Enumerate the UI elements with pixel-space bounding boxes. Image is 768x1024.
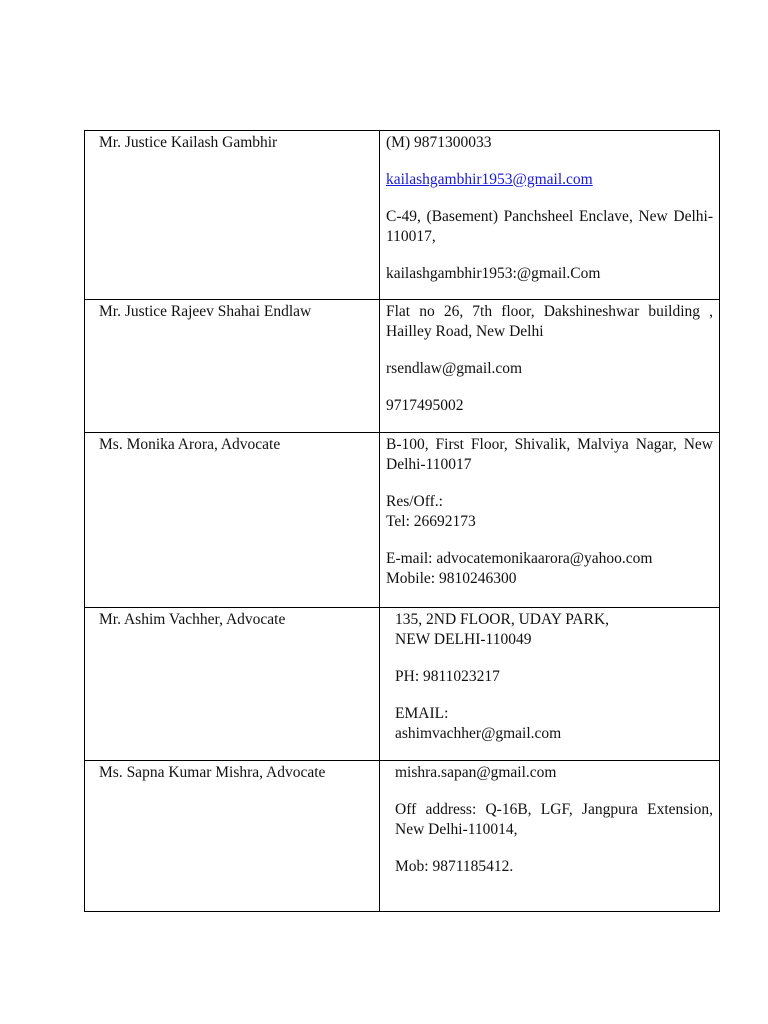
email-label: EMAIL: [395,705,449,722]
address-line-1: 135, 2ND FLOOR, UDAY PARK, [395,611,610,628]
table-row [85,433,720,608]
phone-number: 9717495002 [386,397,464,414]
table-row [85,608,720,761]
contact-name: Ms. Monika Arora, Advocate [99,436,281,453]
telephone-number: Tel: 26692173 [386,513,476,530]
email-text: mishra.sapan@gmail.com [395,764,557,781]
detail-cell [380,300,720,433]
address-text: C-49, (Basement) Panchsheel Enclave, New Delhi-110017, [386,208,713,245]
detail-cell [380,131,720,300]
mobile-number: Mobile: 9810246300 [386,570,517,587]
email-text: ashimvachher@gmail.com [395,725,562,742]
email-text: E-mail: advocatemonikaarora@yahoo.com [386,550,653,567]
name-cell [85,433,380,608]
email-text: rsendlaw@gmail.com [386,360,523,377]
mobile-number: (M) 9871300033 [386,134,492,151]
detail-cell [380,761,720,912]
address-text: Flat no 26, 7th floor, Dakshineshwar building , Hailley Road, New Delhi [386,303,713,340]
address-line-2: NEW DELHI-110049 [395,631,532,648]
contact-name: Mr. Justice Kailash Gambhir [99,134,278,151]
table-row [85,131,720,300]
name-cell [85,300,380,433]
name-cell [85,131,380,300]
name-cell [85,608,380,761]
mobile-number: Mob: 9871185412. [395,858,514,875]
table-row [85,300,720,433]
table-row [85,761,720,912]
contacts-table [84,130,720,912]
name-cell [85,761,380,912]
phone-number: PH: 9811023217 [395,668,500,685]
office-address: Off address: Q-16B, LGF, Jangpura Extension, New Delhi-110014, [395,801,713,838]
address-text: B-100, First Floor, Shivalik, Malviya Nagar, New Delhi-110017 [386,436,713,473]
detail-cell [380,608,720,761]
detail-cell [380,433,720,608]
res-off-label: Res/Off.: [386,493,443,510]
email-link[interactable]: kailashgambhir1953@gmail.com [386,171,593,188]
contact-name: Mr. Ashim Vachher, Advocate [99,611,286,628]
contact-name: Ms. Sapna Kumar Mishra, Advocate [99,764,326,781]
email-text: kailashgambhir1953:@gmail.Com [386,265,601,282]
contact-name: Mr. Justice Rajeev Shahai Endlaw [99,303,312,320]
